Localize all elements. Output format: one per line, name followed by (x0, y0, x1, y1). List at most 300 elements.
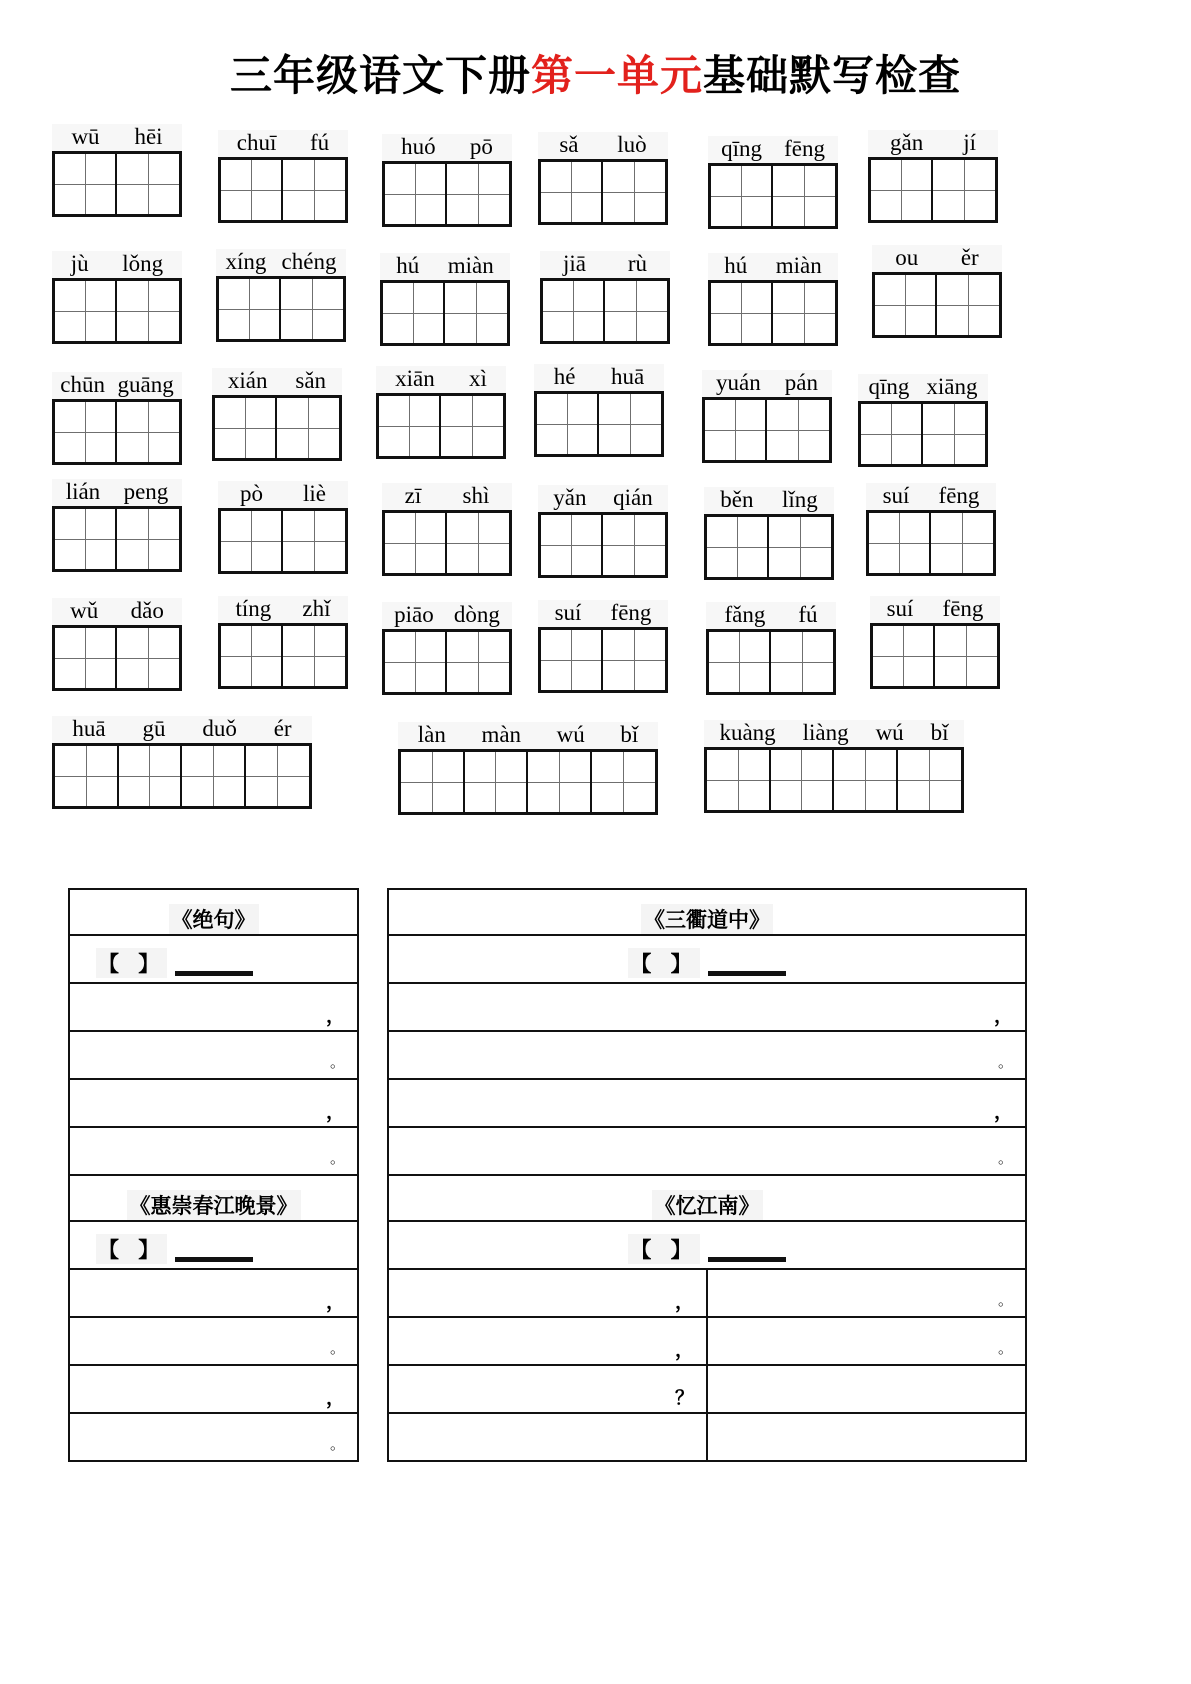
pinyin-word-item (376, 366, 506, 459)
pinyin-word-item (52, 598, 182, 691)
character-grid[interactable] (858, 401, 988, 467)
character-grid-cell[interactable] (447, 513, 509, 573)
character-grid-cell[interactable] (937, 275, 999, 335)
character-grid-cell[interactable] (592, 752, 656, 812)
character-grid-cell[interactable] (55, 628, 117, 688)
character-grid-cell[interactable] (465, 752, 529, 812)
poem-line-row (69, 1269, 358, 1317)
character-grid-cell[interactable] (898, 750, 962, 810)
poem-line-row (69, 1413, 358, 1461)
character-grid-cell[interactable] (117, 402, 179, 462)
character-grid-cell[interactable] (871, 160, 933, 220)
poem-line-blank[interactable] (69, 1269, 358, 1317)
poem-author-row (388, 935, 1026, 983)
character-grid[interactable] (52, 399, 182, 465)
pinyin-syllable: fēng (942, 596, 984, 622)
character-grid-cell[interactable] (709, 632, 771, 692)
dynasty-bracket[interactable]: 【 】 (628, 948, 699, 978)
pinyin-syllable: jù (70, 251, 89, 277)
page-title-prefix: 三年级语文下册 (229, 51, 531, 100)
character-grid-cell[interactable] (933, 160, 995, 220)
poem-line-punctuation: ， (325, 1101, 345, 1123)
poem-line-blank[interactable] (69, 1127, 358, 1175)
character-grid[interactable] (872, 272, 1002, 338)
pinyin-syllable: wú (556, 722, 585, 748)
pinyin-label (534, 364, 664, 391)
pinyin-word-item (218, 130, 348, 223)
poem-line-row (388, 1127, 1026, 1175)
character-grid-cell[interactable] (379, 396, 441, 456)
character-grid-cell[interactable] (117, 628, 179, 688)
pinyin-label (538, 485, 668, 512)
poem-title-text: 《绝句》 (169, 904, 259, 934)
character-grid[interactable] (704, 747, 964, 813)
poem-line-punctuation: 。 (997, 1053, 1013, 1071)
poem-line-blank[interactable] (69, 983, 358, 1031)
pinyin-syllable: lǒng (122, 251, 164, 277)
poem-title-cell (388, 1175, 1026, 1221)
poem-author-blank[interactable] (389, 1234, 1025, 1268)
pinyin-word-item (538, 132, 668, 225)
poem-line-punctuation: ？ (674, 1387, 694, 1409)
poem-line-punctuation: ， (993, 1101, 1013, 1123)
pinyin-syllable: xiān (395, 366, 435, 392)
pinyin-syllable: jiā (562, 251, 586, 277)
pinyin-word-item (868, 130, 998, 223)
character-grid-cell[interactable] (277, 398, 339, 458)
character-grid-cell[interactable] (543, 281, 605, 341)
pinyin-syllable: xián (227, 368, 268, 394)
character-grid-cell[interactable] (385, 632, 447, 692)
poem-table (387, 888, 1027, 1176)
pinyin-label (382, 483, 512, 510)
poem-line-blank[interactable] (69, 1365, 358, 1413)
character-grid-cell[interactable] (711, 166, 773, 226)
poem-line-blank[interactable] (388, 1317, 707, 1365)
pinyin-label (52, 716, 312, 743)
poem-line-punctuation: ， (993, 1005, 1013, 1027)
pinyin-syllable: fēng (784, 136, 825, 162)
poem-line-row (69, 1317, 358, 1365)
character-grid-cell[interactable] (528, 752, 592, 812)
character-grid-cell[interactable] (541, 162, 603, 222)
author-name-underline[interactable] (708, 1257, 786, 1262)
pinyin-word-item (52, 716, 312, 809)
pinyin-word-item (866, 483, 996, 576)
poem-line-punctuation (389, 1414, 706, 1460)
character-grid[interactable] (380, 280, 510, 346)
poem-title-row (388, 889, 1026, 935)
pinyin-syllable: ou (895, 245, 919, 271)
pinyin-word-item (538, 600, 668, 693)
poem-title-row (388, 1175, 1026, 1221)
character-grid-cell[interactable] (935, 626, 997, 686)
poem-line-blank[interactable] (69, 1079, 358, 1127)
character-grid-cell[interactable] (603, 515, 665, 575)
pinyin-syllable: xì (468, 366, 487, 392)
pinyin-syllable: chéng (281, 249, 337, 275)
pinyin-syllable: qián (613, 485, 653, 511)
pinyin-label (704, 720, 964, 747)
poem-line-row (388, 983, 1026, 1031)
character-grid[interactable] (702, 397, 832, 463)
poem-line-punctuation: ， (674, 1291, 694, 1313)
pinyin-syllable: màn (481, 722, 522, 748)
character-grid[interactable] (534, 391, 664, 457)
pinyin-syllable: liàng (802, 720, 849, 746)
character-grid-cell[interactable] (931, 513, 993, 573)
poem-author-cell[interactable] (388, 1221, 1026, 1269)
character-grid[interactable] (868, 157, 998, 223)
pinyin-word-item (216, 249, 346, 342)
page-title (230, 52, 961, 100)
character-grid[interactable] (538, 627, 668, 693)
poem-line-punctuation: 。 (329, 1339, 345, 1357)
character-grid-cell[interactable] (773, 283, 835, 343)
character-grid-cell[interactable] (603, 630, 665, 690)
pinyin-label (376, 366, 506, 393)
character-grid[interactable] (398, 749, 658, 815)
character-grid[interactable] (376, 393, 506, 459)
pinyin-label (866, 483, 996, 510)
character-grid-cell[interactable] (771, 750, 835, 810)
pinyin-word-row (52, 235, 1145, 352)
character-grid-cell[interactable] (599, 394, 661, 454)
poem-line-blank[interactable] (388, 1269, 707, 1317)
character-grid-cell[interactable] (834, 750, 898, 810)
character-grid[interactable] (708, 163, 838, 229)
pinyin-syllable: huó (401, 134, 436, 160)
character-grid-cell[interactable] (221, 160, 283, 220)
character-grid-cell[interactable] (773, 166, 835, 226)
pinyin-word-item (538, 485, 668, 578)
pinyin-syllable: wú (875, 720, 904, 746)
poem-title-row (69, 889, 358, 935)
poem-line-blank[interactable] (388, 1031, 1026, 1079)
poem-line-row (69, 983, 358, 1031)
poem-title-text: 《三衢道中》 (641, 904, 773, 934)
pinyin-word-item (382, 602, 512, 695)
character-grid-cell[interactable] (119, 746, 183, 806)
character-grid-cell[interactable] (541, 630, 603, 690)
character-grid[interactable] (52, 151, 182, 217)
character-grid-cell[interactable] (215, 398, 277, 458)
pinyin-label (706, 602, 836, 629)
dynasty-bracket[interactable]: 【 】 (628, 1234, 699, 1264)
poem-line-blank[interactable] (69, 1413, 358, 1461)
poem-line-blank[interactable] (388, 1127, 1026, 1175)
character-grid-cell[interactable] (401, 752, 465, 812)
pinyin-label (540, 251, 670, 278)
character-grid-cell[interactable] (861, 404, 923, 464)
character-grid-cell[interactable] (537, 394, 599, 454)
poem-line-punctuation (708, 1366, 1025, 1412)
pinyin-word-item (704, 487, 834, 580)
pinyin-syllable: lián (65, 479, 101, 505)
poem-line-row (388, 1317, 1026, 1365)
pinyin-label (52, 479, 182, 506)
pinyin-syllable: dòng (453, 602, 500, 628)
pinyin-syllable: běn (720, 487, 754, 513)
pinyin-word-item (706, 602, 836, 695)
pinyin-label (382, 134, 512, 161)
character-grid[interactable] (218, 508, 348, 574)
pinyin-syllable: pò (240, 481, 263, 507)
character-grid-cell[interactable] (603, 162, 665, 222)
pinyin-word-row (52, 586, 1145, 703)
pinyin-word-item (218, 596, 348, 689)
poem-line-punctuation: 。 (997, 1149, 1013, 1167)
poem-line-punctuation: ， (325, 1291, 345, 1313)
character-grid[interactable] (870, 623, 1000, 689)
pinyin-syllable: chūn (60, 372, 105, 398)
pinyin-word-item (708, 253, 838, 346)
character-grid-cell[interactable] (771, 632, 833, 692)
poem-line-punctuation: ， (325, 1005, 345, 1027)
poem-dictation-section (0, 888, 1191, 1462)
character-grid-cell[interactable] (445, 283, 507, 343)
pinyin-word-item (870, 596, 1000, 689)
character-grid-cell[interactable] (707, 750, 771, 810)
poem-author-blank[interactable] (389, 948, 1025, 982)
character-grid[interactable] (218, 157, 348, 223)
pinyin-word-item (858, 374, 988, 467)
pinyin-syllable: tíng (235, 596, 272, 622)
pinyin-syllable: fēng (610, 600, 652, 626)
character-grid-cell[interactable] (873, 626, 935, 686)
poem-line-blank[interactable] (388, 983, 1026, 1031)
poem-author-cell[interactable] (69, 1221, 358, 1269)
pinyin-label (702, 370, 832, 397)
pinyin-syllable: miàn (447, 253, 494, 279)
poem-line-row (69, 1031, 358, 1079)
pinyin-word-item (52, 124, 182, 217)
character-grid-cell[interactable] (55, 154, 117, 214)
poem-line-punctuation: ， (325, 1387, 345, 1409)
character-grid-cell[interactable] (385, 164, 447, 224)
character-grid[interactable] (706, 629, 836, 695)
poem-line-blank[interactable] (388, 1079, 1026, 1127)
poem-author-row (69, 1221, 358, 1269)
pinyin-syllable: qīng (721, 136, 762, 162)
pinyin-syllable: gū (142, 716, 166, 742)
pinyin-syllable: hēi (134, 124, 163, 150)
pinyin-syllable: bǐ (930, 720, 949, 746)
pinyin-syllable: dǎo (130, 598, 164, 624)
character-grid[interactable] (382, 161, 512, 227)
character-grid-cell[interactable] (605, 281, 667, 341)
poem-line-blank[interactable] (388, 1365, 707, 1413)
pinyin-syllable: suí (554, 600, 582, 626)
poem-line-blank[interactable] (707, 1365, 1026, 1413)
character-grid[interactable] (540, 278, 670, 344)
poem-author-cell[interactable] (69, 935, 358, 983)
poem-table (68, 1174, 359, 1462)
pinyin-word-row (52, 469, 1145, 586)
pinyin-syllable: shì (462, 483, 490, 509)
pinyin-syllable: pō (469, 134, 493, 160)
pinyin-syllable: rù (627, 251, 648, 277)
poem-line-punctuation: 。 (997, 1291, 1013, 1309)
poem-line-blank[interactable] (69, 1031, 358, 1079)
pinyin-label (538, 600, 668, 627)
poem-line-row (69, 1127, 358, 1175)
character-grid-cell[interactable] (869, 513, 931, 573)
character-grid[interactable] (538, 159, 668, 225)
character-grid[interactable] (52, 278, 182, 344)
author-name-underline[interactable] (175, 971, 253, 976)
character-grid-cell[interactable] (219, 279, 281, 339)
character-grid[interactable] (382, 510, 512, 576)
page-title-accent: 第一单元 (530, 51, 703, 100)
pinyin-syllable: piāo (394, 602, 434, 628)
poem-line-row (388, 1365, 1026, 1413)
pinyin-word-item (218, 481, 348, 574)
pinyin-syllable: huā (72, 716, 106, 742)
character-grid[interactable] (218, 623, 348, 689)
character-grid[interactable] (382, 629, 512, 695)
pinyin-word-item (708, 136, 838, 229)
poem-title-row (69, 1175, 358, 1221)
character-grid-cell[interactable] (707, 517, 769, 577)
pinyin-word-row (52, 703, 1145, 823)
pinyin-label (52, 372, 182, 399)
character-grid-cell[interactable] (283, 160, 345, 220)
pinyin-word-item (212, 368, 342, 461)
pinyin-syllable: qīng (868, 374, 910, 400)
pinyin-syllable: fú (310, 130, 330, 156)
pinyin-syllable: lǐng (781, 487, 818, 513)
pinyin-syllable: suí (882, 483, 910, 509)
poem-line-row (69, 1079, 358, 1127)
character-grid-cell[interactable] (221, 511, 283, 571)
pinyin-syllable: chuī (236, 130, 277, 156)
pinyin-label (398, 722, 658, 749)
poem-line-punctuation (708, 1414, 1025, 1460)
pinyin-label (52, 124, 182, 151)
pinyin-word-item (540, 251, 670, 344)
pinyin-label (382, 602, 512, 629)
pinyin-syllable: suí (886, 596, 914, 622)
character-grid-cell[interactable] (117, 509, 179, 569)
character-grid-cell[interactable] (281, 279, 343, 339)
pinyin-syllable: bǐ (620, 722, 639, 748)
dynasty-bracket[interactable]: 【 】 (96, 948, 167, 978)
character-grid-cell[interactable] (447, 164, 509, 224)
character-grid[interactable] (52, 625, 182, 691)
character-grid[interactable] (52, 743, 312, 809)
pinyin-syllable: ér (273, 716, 292, 742)
pinyin-syllable: fú (798, 602, 818, 628)
character-grid-cell[interactable] (447, 632, 509, 692)
character-grid-cell[interactable] (283, 511, 345, 571)
character-grid-cell[interactable] (55, 281, 117, 341)
poem-line-row (388, 1031, 1026, 1079)
poem-author-cell[interactable] (388, 935, 1026, 983)
character-grid[interactable] (708, 280, 838, 346)
pinyin-syllable: wū (71, 124, 100, 150)
poem-column-left (68, 888, 359, 1462)
pinyin-syllable: wǔ (70, 598, 99, 624)
pinyin-label (872, 245, 1002, 272)
poem-line-blank[interactable] (707, 1413, 1026, 1461)
character-grid-cell[interactable] (55, 746, 119, 806)
pinyin-syllable: xíng (225, 249, 267, 275)
character-grid-cell[interactable] (541, 515, 603, 575)
character-grid-cell[interactable] (283, 626, 345, 686)
character-grid-cell[interactable] (711, 283, 773, 343)
poem-line-blank[interactable] (388, 1413, 707, 1461)
pinyin-word-item (52, 372, 182, 465)
character-grid-cell[interactable] (705, 400, 767, 460)
pinyin-word-item (382, 483, 512, 576)
character-grid-cell[interactable] (769, 517, 831, 577)
character-grid-cell[interactable] (385, 513, 447, 573)
pinyin-syllable: hé (553, 364, 576, 390)
character-grid-cell[interactable] (383, 283, 445, 343)
character-grid-cell[interactable] (221, 626, 283, 686)
pinyin-syllable: ěr (960, 245, 979, 271)
pinyin-syllable: yuán (716, 370, 761, 396)
poem-line-blank[interactable] (69, 1317, 358, 1365)
poem-title-text: 《忆江南》 (652, 1190, 763, 1220)
poem-column-right (387, 888, 1027, 1462)
poem-line-blank[interactable] (707, 1317, 1026, 1365)
pinyin-label (868, 130, 998, 157)
character-grid[interactable] (704, 514, 834, 580)
character-grid[interactable] (52, 506, 182, 572)
poem-author-blank[interactable] (70, 1234, 357, 1268)
poem-author-blank[interactable] (70, 948, 357, 982)
pinyin-word-row (52, 352, 1145, 469)
character-grid-cell[interactable] (182, 746, 246, 806)
character-grid-cell[interactable] (923, 404, 985, 464)
dynasty-bracket[interactable]: 【 】 (96, 1234, 167, 1264)
character-grid[interactable] (538, 512, 668, 578)
pinyin-word-item (398, 722, 658, 815)
pinyin-syllable: xiāng (926, 374, 978, 400)
pinyin-syllable: sǎn (295, 368, 327, 394)
poem-title-cell (69, 1175, 358, 1221)
pinyin-writing-section (0, 118, 1191, 823)
character-grid[interactable] (216, 276, 346, 342)
character-grid[interactable] (212, 395, 342, 461)
character-grid-cell[interactable] (55, 509, 117, 569)
poem-line-blank[interactable] (707, 1269, 1026, 1317)
character-grid-cell[interactable] (117, 154, 179, 214)
poem-line-row (388, 1079, 1026, 1127)
pinyin-word-item (52, 479, 182, 572)
pinyin-syllable: miàn (775, 253, 822, 279)
pinyin-syllable: gǎn (890, 130, 924, 156)
author-name-underline[interactable] (708, 971, 786, 976)
character-grid-cell[interactable] (55, 402, 117, 462)
poem-author-row (69, 935, 358, 983)
poem-line-punctuation: 。 (329, 1435, 345, 1453)
poem-line-punctuation: 。 (329, 1053, 345, 1071)
character-grid[interactable] (866, 510, 996, 576)
author-name-underline[interactable] (175, 1257, 253, 1262)
pinyin-syllable: jí (963, 130, 976, 156)
character-grid-cell[interactable] (441, 396, 503, 456)
poem-title-cell (388, 889, 1026, 935)
character-grid-cell[interactable] (246, 746, 310, 806)
character-grid-cell[interactable] (767, 400, 829, 460)
pinyin-syllable: fǎng (724, 602, 766, 628)
character-grid-cell[interactable] (117, 281, 179, 341)
character-grid-cell[interactable] (875, 275, 937, 335)
pinyin-label (218, 596, 348, 623)
